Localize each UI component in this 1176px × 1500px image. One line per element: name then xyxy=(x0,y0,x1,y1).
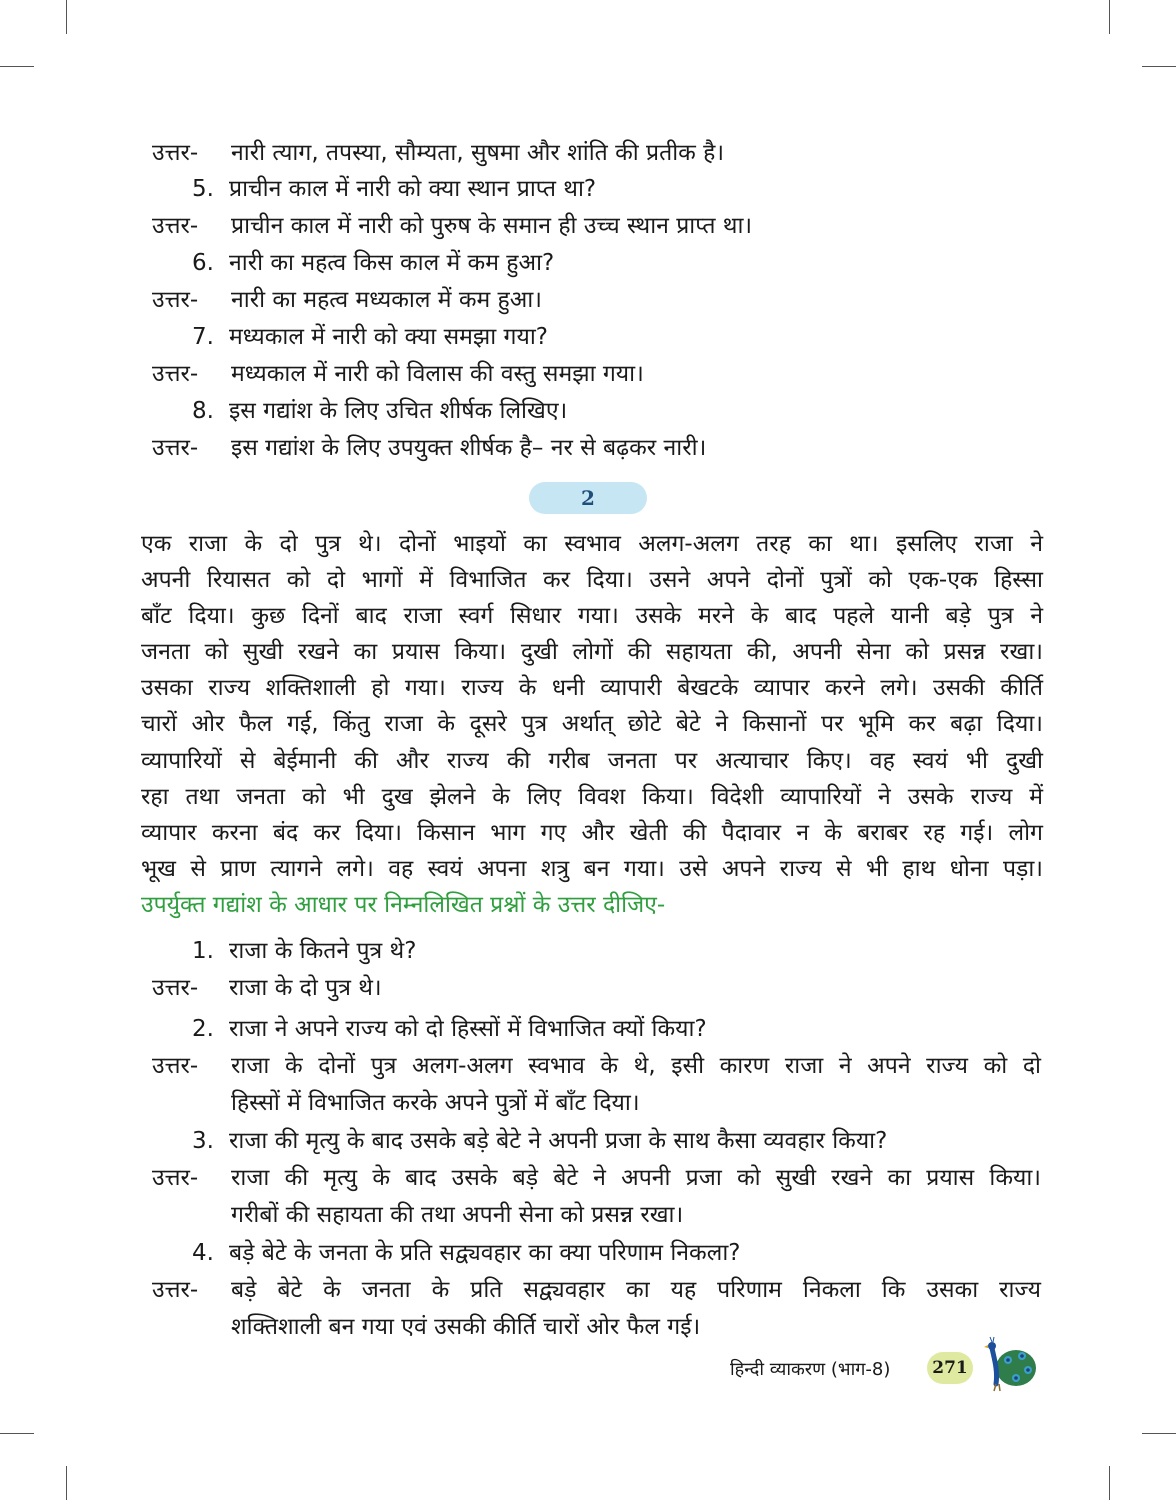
section-number-badge: 2 xyxy=(529,482,647,514)
page-number: 271 xyxy=(927,1352,973,1384)
passage-line: बाँट दिया। कुछ दिनों बाद राजा स्वर्ग सिधार गया। उसके मरने के बाद पहले यानी बड़े पुत्र ने xyxy=(141,603,1043,629)
answer-text: राजा की मृत्यु के बाद उसके बड़े बेटे ने अपनी प्रजा को सुखी रखने का प्रयास किया। xyxy=(231,1165,1041,1191)
question-number: 5. xyxy=(192,176,214,202)
answer-label: उत्तर- xyxy=(152,287,199,313)
crop-mark xyxy=(66,0,67,34)
answer-text: बड़े बेटे के जनता के प्रति सद्व्यवहार का यह परिणाम निकला कि उसका राज्य xyxy=(231,1277,1041,1303)
passage-line: व्यापारियों से बेईमानी की और राज्य की गरीब जनता पर अत्याचार किए। वह स्वयं भी दुखी xyxy=(141,748,1043,774)
answer-text: प्राचीन काल में नारी को पुरुष के समान ही उच्च स्थान प्राप्त था। xyxy=(231,213,753,239)
answer-label: उत्तर- xyxy=(152,140,199,166)
answer-label: उत्तर- xyxy=(152,361,199,387)
answer-label: उत्तर- xyxy=(152,975,199,1001)
crop-mark xyxy=(1109,1466,1110,1500)
question-text: नारी का महत्व किस काल में कम हुआ? xyxy=(229,250,555,276)
answer-label: उत्तर- xyxy=(152,1053,199,1079)
answer-text: गरीबों की सहायता की तथा अपनी सेना को प्रसन्न रखा। xyxy=(231,1202,684,1228)
answer-text: नारी का महत्व मध्यकाल में कम हुआ। xyxy=(231,287,542,313)
answer-label: उत्तर- xyxy=(152,435,199,461)
crop-mark xyxy=(0,66,34,67)
answer-text: हिस्सों में विभाजित करके अपने पुत्रों में बाँट दिया। xyxy=(231,1090,640,1116)
passage-line: चारों ओर फैल गई, किंतु राजा के दूसरे पुत्र अर्थात् छोटे बेटे ने किसानों पर भूमि कर बढ़ा दिया। xyxy=(141,711,1043,737)
crop-mark xyxy=(66,1466,67,1500)
answer-label: उत्तर- xyxy=(152,1165,199,1191)
crop-mark xyxy=(1142,66,1176,67)
passage-line: रहा तथा जनता को भी दुख झेलने के लिए विवश किया। विदेशी व्यापारियों ने उसके राज्य में xyxy=(141,784,1043,810)
peacock-icon xyxy=(978,1334,1038,1392)
question-number: 7. xyxy=(192,324,214,350)
question-number: 8. xyxy=(192,398,214,424)
instruction-heading: उपर्युक्त गद्यांश के आधार पर निम्नलिखित प्रश्नों के उत्तर दीजिए- xyxy=(141,892,666,918)
crop-mark xyxy=(0,1433,34,1434)
question-text: मध्यकाल में नारी को क्या समझा गया? xyxy=(229,324,548,350)
crop-mark xyxy=(1142,1433,1176,1434)
question-number: 1. xyxy=(192,938,214,964)
question-number: 3. xyxy=(192,1128,214,1154)
question-text: राजा की मृत्यु के बाद उसके बड़े बेटे ने अपनी प्रजा के साथ कैसा व्यवहार किया? xyxy=(229,1128,888,1154)
passage-line: अपनी रियासत को दो भागों में विभाजित कर दिया। उसने अपने दोनों पुत्रों को एक-एक हिस्सा xyxy=(141,567,1043,593)
footer-book-title: हिन्दी व्याकरण (भाग-8) xyxy=(730,1359,891,1380)
question-number: 6. xyxy=(192,250,214,276)
answer-label: उत्तर- xyxy=(152,1277,199,1303)
answer-text: राजा के दो पुत्र थे। xyxy=(229,975,382,1001)
answer-text: मध्यकाल में नारी को विलास की वस्तु समझा गया। xyxy=(231,361,644,387)
answer-text: नारी त्याग, तपस्या, सौम्यता, सुषमा और शांति की प्रतीक है। xyxy=(231,140,725,166)
question-text: राजा ने अपने राज्य को दो हिस्सों में विभाजित क्यों किया? xyxy=(229,1016,707,1042)
passage-line: उसका राज्य शक्तिशाली हो गया। राज्य के धनी व्यापारी बेखटके व्यापार करने लगे। उसकी कीर्ति xyxy=(141,675,1043,701)
passage-line: भूख से प्राण त्यागने लगे। वह स्वयं अपना शत्रु बन गया। उसे अपने राज्य से भी हाथ धोना पड़ा। xyxy=(141,856,1043,882)
question-text: प्राचीन काल में नारी को क्या स्थान प्राप्त था? xyxy=(229,176,597,202)
question-text: राजा के कितने पुत्र थे? xyxy=(229,938,417,964)
passage-line: एक राजा के दो पुत्र थे। दोनों भाइयों का स्वभाव अलग-अलग तरह का था। इसलिए राजा ने xyxy=(141,531,1043,557)
crop-mark xyxy=(1109,0,1110,34)
passage-line: व्यापार करना बंद कर दिया। किसान भाग गए और खेती की पैदावार न के बराबर रह गई। लोग xyxy=(141,820,1043,846)
question-number: 2. xyxy=(192,1016,214,1042)
answer-text: इस गद्यांश के लिए उपयुक्त शीर्षक है– नर से बढ़कर नारी। xyxy=(231,435,707,461)
question-text: इस गद्यांश के लिए उचित शीर्षक लिखिए। xyxy=(229,398,568,424)
passage-line: जनता को सुखी रखने का प्रयास किया। दुखी लोगों की सहायता की, अपनी सेना को प्रसन्न रखा। xyxy=(141,639,1043,665)
answer-text: राजा के दोनों पुत्र अलग-अलग स्वभाव के थे, इसी कारण राजा ने अपने राज्य को दो xyxy=(231,1053,1041,1079)
answer-label: उत्तर- xyxy=(152,213,199,239)
answer-text: शक्तिशाली बन गया एवं उसकी कीर्ति चारों ओर फैल गई। xyxy=(231,1314,701,1340)
question-number: 4. xyxy=(192,1240,214,1266)
question-text: बड़े बेटे के जनता के प्रति सद्व्यवहार का क्या परिणाम निकला? xyxy=(229,1240,741,1266)
